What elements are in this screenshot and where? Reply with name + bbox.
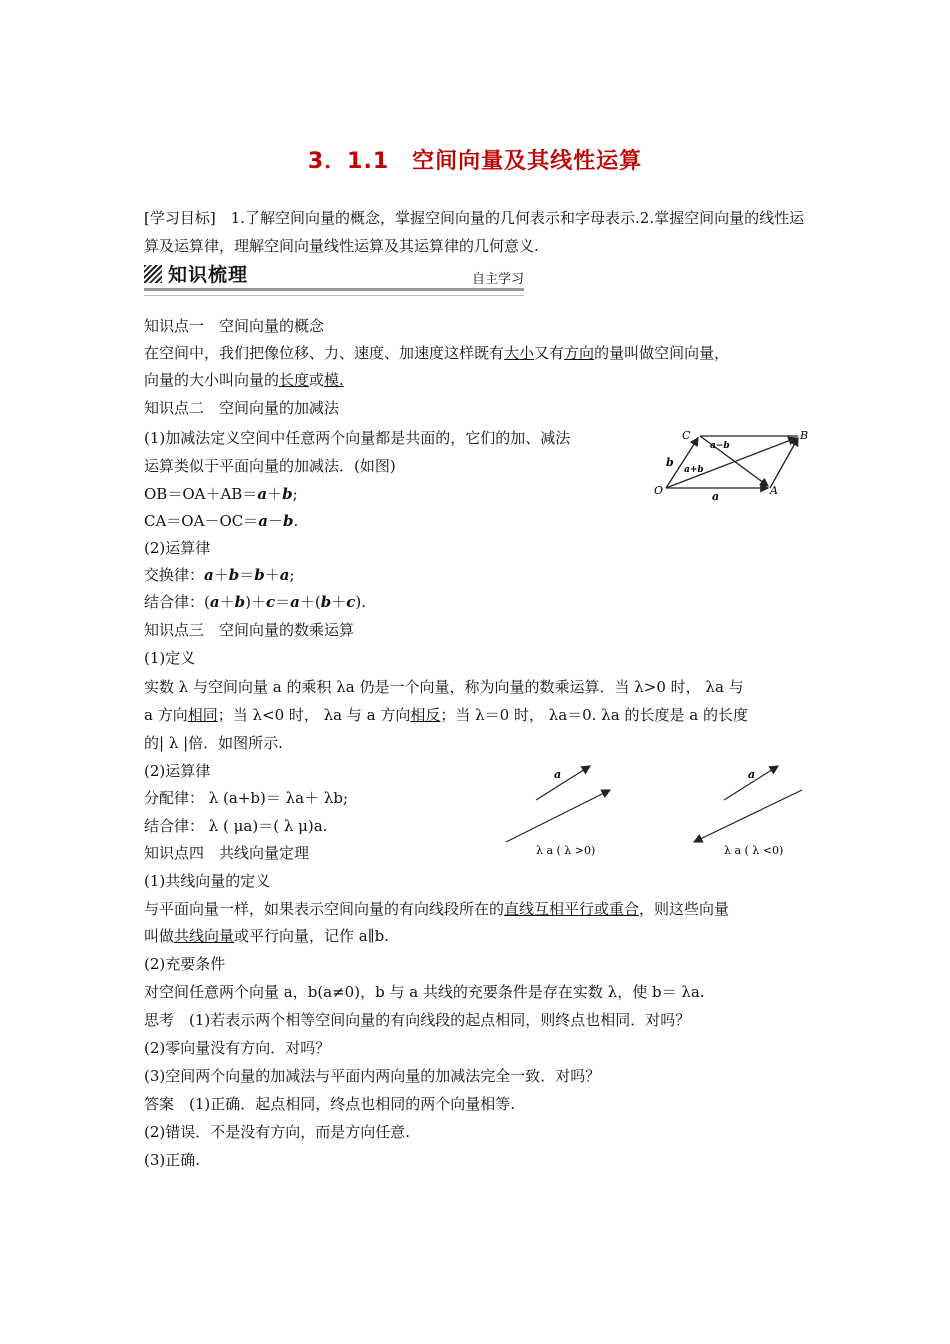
page-title: 3．1.1 空间向量及其线性运算 xyxy=(307,149,643,174)
k2-ca-formula: CA＝OA－OC＝a－b. xyxy=(144,512,299,530)
think-q3: (3)空间两个向量的加减法与平面内两向量的加减法完全一致．对吗？ xyxy=(144,1067,601,1085)
k3-line2: a 方向相同；当 λ<0 时， λa 与 a 方向相反；当 λ＝0 时， λa＝0. λa 的长度是 a 的长度 xyxy=(144,706,748,724)
k3-distributive: 分配律： λ (a+b)＝ λa＋ λb; xyxy=(144,789,349,807)
label-vec-b: b xyxy=(666,456,674,469)
goal-text: 1.了解空间向量的概念，掌握空间向量的几何表示和字母表示.2.掌握空间向量的线性运算及运算律，理解空间向量线性运算及其运算律的几何意义. xyxy=(144,209,805,255)
vector-ab xyxy=(770,438,798,488)
scalar-multiplication-figure xyxy=(492,762,812,862)
answer-a3: (3)正确. xyxy=(144,1151,201,1169)
label-c: C xyxy=(682,429,691,442)
section-banner xyxy=(144,258,524,304)
k4-sub1: (1)共线向量的定义 xyxy=(144,872,271,890)
k1-line1: 在空间中，我们把像位移、力、速度、加速度这样既有大小又有方向的量叫做空间向量， xyxy=(144,344,730,362)
k3-associative: 结合律： λ ( μa)＝( λ μ)a. xyxy=(144,817,328,835)
k2-heading: 知识点二 空间向量的加减法 xyxy=(144,399,340,417)
k2-p1: (1)加减法定义空间中任意两个向量都是共面的，它们的加、减法 xyxy=(144,429,571,447)
k4-line2: 叫做共线向量或平行向量，记作 a∥b. xyxy=(144,927,390,945)
answer-a2: (2)错误．不是没有方向，而是方向任意. xyxy=(144,1123,411,1141)
k2-commutative: 交换律：a＋b＝b＋a; xyxy=(144,566,295,584)
k3-line3: 的| λ |倍．如图所示. xyxy=(144,734,283,752)
k1-line2: 向量的大小叫向量的长度或模. xyxy=(144,371,344,389)
vector-lambda-a-negative xyxy=(694,790,802,842)
k2-ob-formula: OB＝OA＋AB＝a＋b; xyxy=(144,485,298,503)
label-a-plus-b: a+b xyxy=(684,465,704,475)
label-a-minus-b: a−b xyxy=(710,441,730,451)
parallelogram-figure xyxy=(648,424,814,502)
label-b: B xyxy=(800,429,809,442)
think-q2: (2)零向量没有方向．对吗？ xyxy=(144,1039,331,1057)
caption-lambda-positive: λ a ( λ >0) xyxy=(536,844,596,857)
k2-sub2: (2)运算律 xyxy=(144,539,211,557)
think-q1: 思考 (1)若表示两个相等空间向量的有向线段的起点相同，则终点也相同．对吗？ xyxy=(144,1011,691,1029)
answer-a1: 答案 (1)正确．起点相同，终点也相同的两个向量相等. xyxy=(144,1095,516,1113)
k3-line1: 实数 λ 与空间向量 a 的乘积 λa 仍是一个向量，称为向量的数乘运算．当 λ>0 时， λa 与 xyxy=(144,678,744,696)
banner-divider xyxy=(144,288,524,291)
banner-subtitle: 自主学习 xyxy=(471,272,524,287)
caption-lambda-negative: λ a ( λ <0) xyxy=(724,844,784,857)
k2-p2: 运算类似于平面向量的加减法．(如图) xyxy=(144,457,396,475)
label-a-left: a xyxy=(554,768,562,781)
k3-sub2: (2)运算律 xyxy=(144,762,211,780)
k4-line3: 对空间任意两个向量 a，b(a≠0)，b 与 a 共线的充要条件是存在实数 λ，使 b＝ λa. xyxy=(144,983,705,1001)
k3-sub1: (1)定义 xyxy=(144,649,196,667)
banner-divider-thin xyxy=(144,295,524,296)
k2-associative: 结合律：(a＋b)＋c＝a＋(b＋c). xyxy=(144,593,367,611)
k4-heading: 知识点四 共线向量定理 xyxy=(144,844,310,862)
label-o: O xyxy=(654,484,664,497)
k1-heading: 知识点一 空间向量的概念 xyxy=(144,317,325,335)
k4-line1: 与平面向量一样，如果表示空间向量的有向线段所在的直线互相平行或重合，则这些向量 xyxy=(144,900,730,918)
vector-lambda-a-positive xyxy=(506,790,610,842)
learning-goals xyxy=(144,204,808,260)
label-a: A xyxy=(770,484,778,497)
stripes-icon xyxy=(144,265,162,283)
vector-ob xyxy=(666,438,796,488)
vector-a-left xyxy=(536,766,590,800)
k3-heading: 知识点三 空间向量的数乘运算 xyxy=(144,621,355,639)
banner-title: 知识梳理 xyxy=(168,264,249,286)
k4-sub2: (2)充要条件 xyxy=(144,955,226,973)
label-a-right: a xyxy=(748,768,756,781)
goal-label: [学习目标] xyxy=(144,209,216,227)
label-vec-a: a xyxy=(712,490,720,502)
